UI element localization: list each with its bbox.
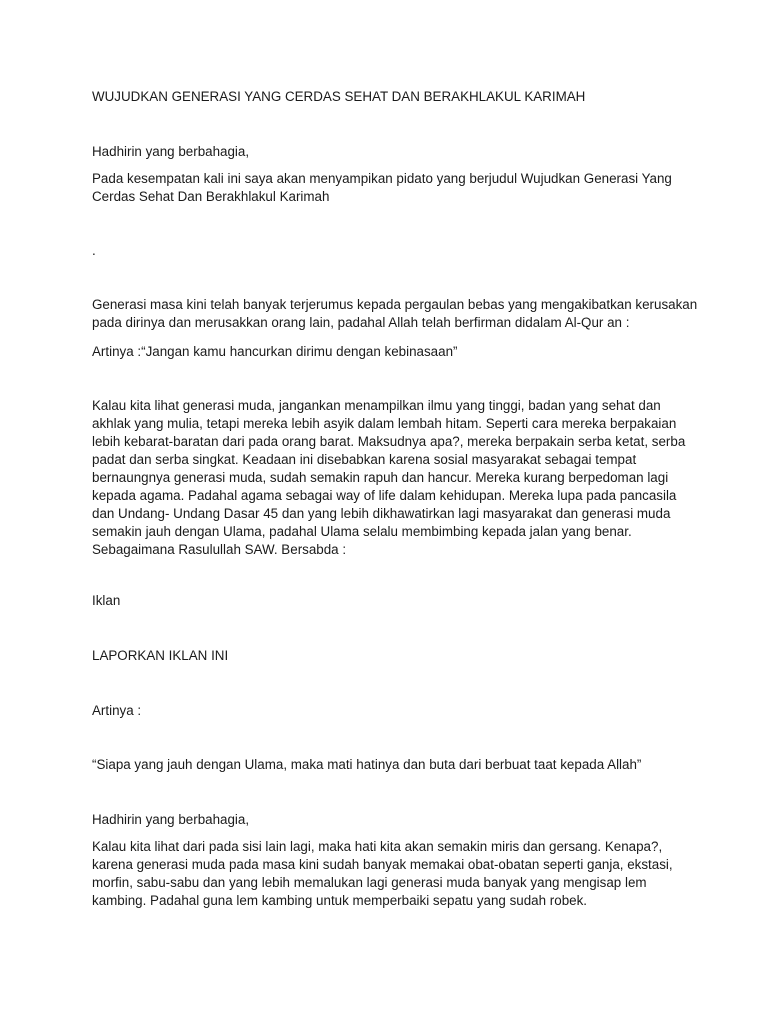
document-title: WUJUDKAN GENERASI YANG CERDAS SEHAT DAN BERAKHLAKUL KARIMAH bbox=[92, 89, 586, 104]
text-line: padat dan serba singkat. Keadaan ini disebabkan karena sosial masyarakat sebagai tempat bbox=[92, 452, 637, 467]
text-line: pada dirinya dan merusakkan orang lain, padahal Allah telah berfirman didalam Al-Qur an : bbox=[92, 315, 630, 330]
body-paragraph-1 bbox=[92, 296, 698, 332]
text-line: Kalau kita lihat dari pada sisi lain lagi, maka hati kita akan semakin miris dan gersang. Kenapa?, bbox=[92, 839, 663, 854]
text-line: Kalau kita lihat generasi muda, jangankan menampilkan ilmu yang tinggi, badan yang sehat dan bbox=[92, 398, 661, 413]
hadith-quote: “Siapa yang jauh dengan Ulama, maka mati hatinya dan buta dari berbuat taat kepada Allah” bbox=[92, 757, 642, 772]
text-line: lebih kebarat-baratan dari pada orang barat. Maksudnya apa?, mereka berpakain serba ketat, serba bbox=[92, 434, 686, 449]
intro-paragraph bbox=[92, 170, 692, 206]
text-line: semakin jauh dengan Ulama, padahal Ulama selalu membimbing kepada jalan yang benar. bbox=[92, 524, 632, 539]
body-paragraph-2 bbox=[92, 397, 692, 559]
text-line: Pada kesempatan kali ini saya akan menyampikan pidato yang berjudul Wujudkan Generasi Yang bbox=[92, 171, 672, 186]
text-line: Cerdas Sehat Dan Berakhlakul Karimah bbox=[92, 189, 330, 204]
text-line: bernaungnya generasi muda, sudah semakin rapuh dan hancur. Mereka kurang berpedoman lagi bbox=[92, 470, 669, 485]
text-line: Sebagaimana Rasulullah SAW. Bersabda : bbox=[92, 542, 347, 557]
translation-label: Artinya : bbox=[92, 703, 142, 718]
separator-dot: . bbox=[92, 243, 96, 258]
greeting-paragraph-2: Hadhirin yang berbahagia, bbox=[92, 812, 250, 827]
text-line: Generasi masa kini telah banyak terjerumus kepada pergaulan bebas yang mengakibatkan kerusakan bbox=[92, 297, 698, 312]
report-ad-link[interactable]: LAPORKAN IKLAN INI bbox=[92, 648, 229, 663]
text-line: akhlak yang mulia, tetapi mereka lebih asyik dalam lembah hitam. Seperti cara mereka berpakaian bbox=[92, 416, 677, 431]
ad-label: Iklan bbox=[92, 593, 121, 608]
translation-paragraph-1: Artinya :“Jangan kamu hancurkan dirimu dengan kebinasaan” bbox=[92, 344, 458, 359]
text-line: kambing. Padahal guna lem kambing untuk memperbaiki sepatu yang sudah robek. bbox=[92, 893, 588, 908]
greeting-paragraph: Hadhirin yang berbahagia, bbox=[92, 144, 250, 159]
text-line: morfin, sabu-sabu dan yang lebih memalukan lagi generasi muda banyak yang mengisap lem bbox=[92, 875, 647, 890]
text-line: kepada agama. Padahal agama sebagai way of life dalam kehidupan. Mereka lupa pada pancasila bbox=[92, 488, 677, 503]
text-line: dan Undang- Undang Dasar 45 dan yang lebih dikhawatirkan lagi masyarakat dan generasi muda bbox=[92, 506, 671, 521]
text-line: karena generasi muda pada masa kini sudah banyak memakai obat-obatan seperti ganja, ekstasi, bbox=[92, 857, 673, 872]
body-paragraph-3 bbox=[92, 838, 692, 910]
